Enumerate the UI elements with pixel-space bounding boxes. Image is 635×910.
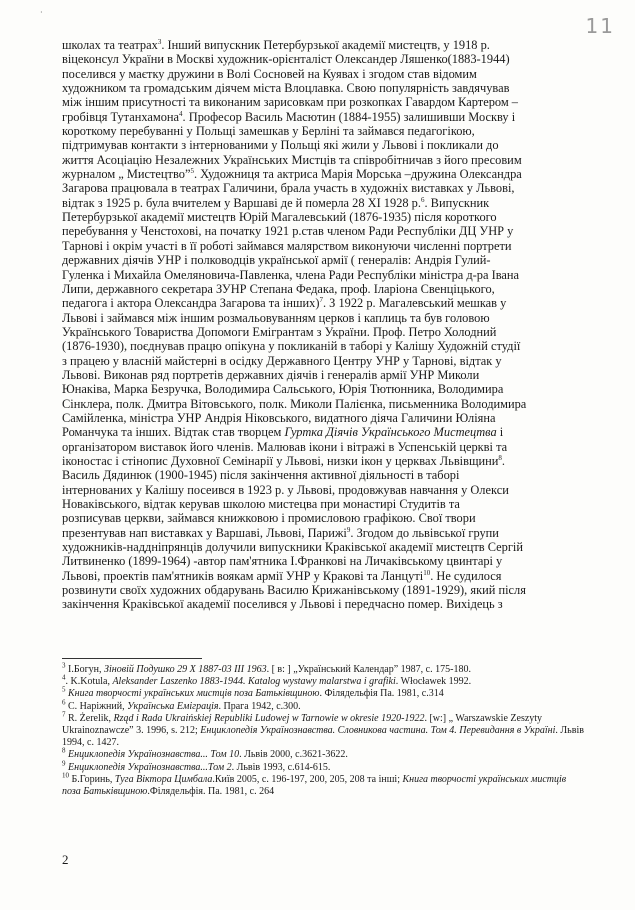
body-line: Гуленка і Михайла Омеляновича-Павленка, члена Ради Республіки міністра д-ра Івана [62, 267, 520, 282]
footnote-italic: Книга творчості українських мистців поза Батьківщиною [62, 773, 567, 798]
footnote-ref: 7 [319, 296, 323, 305]
body-line: Петербурзької академії мистецтв Юрій Магалевський (1876-1935) після короткого [62, 210, 497, 225]
footnote-italic: Зіновій Подушко 29 Х 1887-03 III 1963 [104, 664, 267, 675]
body-line: перебування у Ченстохові, на початку 1921 р.став членом Ради Республіки ДЦ УНР у [62, 224, 514, 239]
footnote-number: 9 [62, 759, 66, 768]
body-line: Романчука та інших. Відтак став творцем Гуртка Діячів Українського Мистецтва і [62, 425, 504, 440]
body-line: педагога і актора Олександра Загарова та інших)$^7$. З 1922 р. Магалевський мешкав у [62, 296, 507, 311]
body-line: розвинути своїх художних обдарувань Василю Крижанівському (1891-1929), який після [62, 583, 526, 598]
body-line: життя Асоціацію Незалежних Українських Мистців та співробітничав з його пресовим [62, 152, 522, 167]
footnote-number: 5 [62, 686, 66, 695]
footnote-ref: 6 [420, 195, 425, 204]
page-number: 2 [62, 852, 69, 867]
body-line: презентував нап виставках у Варшаві, Львові, Парижі$^9$. Згодом до львівської групи [62, 525, 499, 540]
footnote-italic: Українська Еміграція [127, 700, 219, 712]
body-line: віцеконсул України в Москві художник-орієнталіст Олександер Ляшенко(1883-1944) [62, 52, 510, 67]
body-line: художником та громадським діячем міста Влоцлавка. Свою популярність завдячував [62, 81, 510, 96]
body-line: відтак з 1925 р. була вчителем у Варшаві де й померла 28 XI 1928 р.$^6$. Випускник [62, 195, 490, 210]
footnote-number: 8 [62, 747, 66, 756]
body-line: поселився у маєтку дружини в Волі Сосновей на Куявах і згодом став відомим [62, 66, 477, 81]
footnote-italic: Туга Віктора Цимбала [114, 773, 213, 785]
footnote: $^8$ Енциклопедія Українознавства... Том 10. Львів 2000, с.3621-3622. [62, 747, 348, 761]
body-line: Литвиненко (1899-1964) -автор пам'ятника І.Франкові на Личаківському цвинтарі у [62, 554, 503, 569]
footnote-italic: Aleksander Laszenko 1883-1944. Katalog wystawy malarstwa i grafiki [112, 676, 396, 688]
body-line: художників-наддніпрянців долучили випускники Краківської академії мистецтв Сергій [62, 540, 523, 555]
body-line: Самійленка, міністра УНР Андрія Ніковського, видатного діяча Галичини Юліяна [62, 410, 496, 425]
footnote-separator [62, 658, 202, 659]
body-line: Новаківського, відтак керував школою мистецва при монастирі Студитів та [62, 497, 460, 511]
footnote-ref: 3 [157, 37, 162, 46]
footnote: $^{10}$ Б.Горинь, Туга Віктора Цимбала.Київ 2005, с. 196-197, 200, 205, 208 та інші; Книга творчості українських мистців поза Батьківщиною.Філядельфія. Па. 1981, с. 264 [62, 771, 567, 798]
footnote-number: 7 [62, 710, 66, 719]
body-line: Липи, державного секретара ЗУНР Степана Федака, проф. Іларіона Свенціцького, [62, 281, 495, 296]
footnote-ref: 5 [190, 166, 194, 175]
footnote: $^7$ R. Żerelik, Rząd i Rada Ukraińskiej Republiki Ludowej w Tarnowie w okresie 1920-1922. [w:] „ Warszawskie Zeszyty Ukrainoznawcze” 3. 1996, s. 212; Енциклопедія Українознавства. Словникова частина. Том 4. Перевидання в Україні. Львів 1994, с. 1427. [62, 710, 584, 749]
body-line: підтримував контакти з інтернованими у Польщі які жили у Львові і покликали до [62, 138, 499, 153]
body-line: школах та театрах$^3$. Інший випускник Петербурзької академії мистецтв, у 1918 р. [62, 37, 490, 52]
footnote-ref: 4 [179, 109, 183, 118]
body-line: (1876-1930), поєднував працю опікуна у покликаній в таборі у Калішу Художній студії [62, 339, 521, 354]
body-line: Загарова працювала в театрах Галичини, брала участь в художніх виставках у Львові, [62, 181, 515, 196]
footnote: $^3$ І.Богун, Зіновій Подушко 29 Х 1887-03 III 1963. [ в: ] „Український Календар” 1987, с. 175-180. [62, 661, 471, 675]
body-line: Українського Товариства Допомоги Емігрантам з України. Проф. Петро Холодний [62, 324, 497, 339]
body-line: закінчення Краківської академії поселився у Львові і передчасно помер. Вихідець з [62, 597, 503, 612]
body-line: Юнаківа, Марка Безручка, Володимира Сальського, Юрія Тютюнника, Володимира [62, 382, 504, 397]
footnote-italic: Rząd i Rada Ukraińskiej Republiki Ludowej w Tarnowie w okresie 1920-1922 [113, 712, 425, 724]
footnote-number: 10 [62, 771, 69, 780]
footnote-ref: 8 [498, 453, 502, 462]
body-line: організатором виставок його членів. Малював ікони і вітражі в Успенській церкві та [62, 439, 508, 454]
footnote: $^5$ Книга творчості українських мистців поза Батьківщиною. Філядельфія Па. 1981, с.314 [62, 686, 444, 700]
footnote-ref: 9 [346, 525, 351, 534]
body-line: гробівця Тутанхамона$^4$. Професор Василь Масютин (1884-1955) залишивши Москву і [62, 109, 516, 124]
body-line: Сінклера, полк. Дмитра Вітовського, полк. Миколи Палієнка, письменника Володимира [62, 396, 527, 411]
footnote-italic: Книга творчості українських мистців поза Батьківщиною [68, 688, 320, 700]
footnote-italic: Енциклопедія Українознавства... Том 10 [68, 749, 240, 761]
body-text [62, 38, 586, 612]
footnote-ref: 10 [423, 568, 431, 577]
body-line: державних діячів УНР і полководців української армії ( генералів: Андрія Гулий- [62, 253, 491, 268]
body-line: Тарнові і окрім участі в її роботі займався малярством виконуючи численні портрети [62, 238, 512, 253]
footnote-italic: Енциклопедія Українознавства. Словникова частина. Том 4. Перевидання в Україні [200, 725, 556, 737]
body-line: з працею у власній майстерні в осідку Державного Центру УНР у Тарнові, відтак у [62, 353, 502, 368]
footnote-number: 3 [62, 661, 66, 670]
footnotes [62, 661, 586, 798]
body-line: короткому перебуванні у Польщі замешкав у Берліні та займався педагогікою, [62, 124, 475, 139]
body-line: іконостас і стінопис Духовної Семінарії у Львові, низки ікон у церквах Львівщини$^8$. [62, 453, 506, 468]
body-line: Львові. Виконав ряд портретів державних діячів і генералів армії УНР Миколи [62, 367, 480, 382]
footnote-italic: Енциклопедія Українознавства...Том 2 [68, 761, 232, 773]
footnote-number: 4 [62, 673, 66, 682]
body-line: Львові і займався між іншим розмальовуванням церков і каплиць та був головою [62, 310, 490, 325]
italic-title: Гуртка Діячів Українського Мистецтва [284, 425, 497, 440]
footnote: $^4$. K.Kotula, Aleksander Laszenko 1883-1944. Katalog wystawy malarstwa i grafiki. Włocławek 1992. [62, 673, 472, 688]
footnote: $^9$ Енциклопедія Українознавства...Том 2. Львів 1993, с.614-615. [62, 759, 331, 773]
body-line: Василь Дядинюк (1900-1945) після закінчення активної діяльності в таборі [62, 468, 460, 483]
handwritten-page-number: 11 [585, 14, 615, 38]
footnote-number: 6 [62, 698, 66, 707]
footnote: $^6$ С. Наріжний, Українська Еміграція. Прага 1942, с.300. [62, 698, 301, 712]
body-line: розписував церкви, займався книжковою і промисловою графікою. Свої твори [62, 511, 476, 526]
body-line: Львові, проектів пам'ятників воякам армії УНР у Кракові та Ланцуті$^{10}$. Не судилося [62, 568, 502, 583]
body-line: журналом „ Мистецтво”$^5$. Художниця та актриса Марія Морська –дружина Олександра [62, 166, 522, 182]
body-line: інтернованих у Калішу посеився в 1923 р. у Львові, продовжував навчання у Олекси [62, 482, 509, 497]
page-corner-mark: · [40, 8, 43, 17]
body-line: між іншим присутності та виконаним зарисовкам при розкопках Гавардом Картером – [62, 95, 519, 110]
